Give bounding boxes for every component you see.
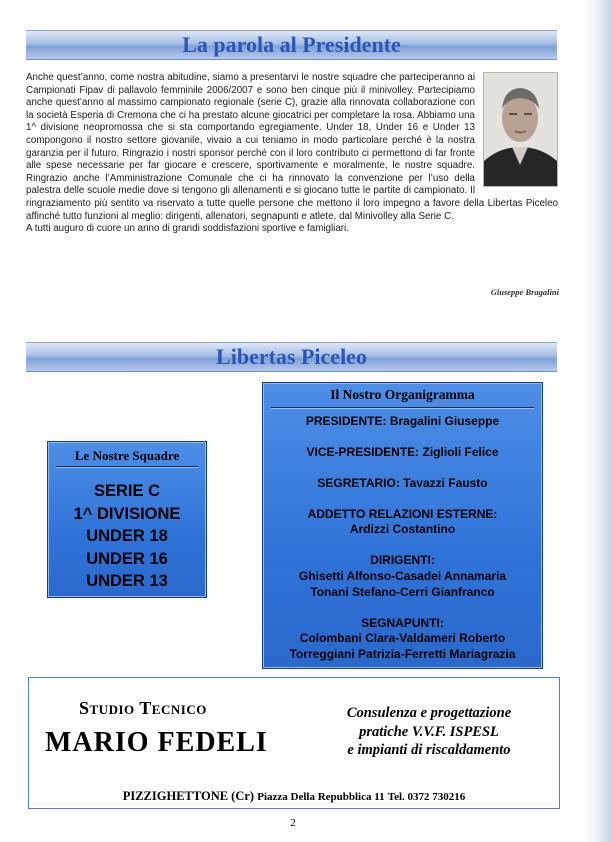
org-segnapunti-label: SEGNAPUNTI:: [361, 616, 444, 630]
ad-description-line: e impianti di riscaldamento: [347, 742, 511, 758]
ad-studio-label: Studio Tecnico: [79, 698, 207, 718]
squad-item: UNDER 18: [86, 527, 168, 545]
president-letter: [26, 72, 558, 236]
org-addetto-label: ADDETTO RELAZIONI ESTERNE:: [307, 507, 498, 521]
squad-item: UNDER 13: [86, 572, 168, 590]
signature: Giuseppe Bragalini: [490, 287, 559, 297]
org-title: Il Nostro Organigramma: [330, 387, 475, 402]
ad-street: Piazza Della Repubblica 11: [257, 791, 385, 803]
ad-address: [29, 789, 559, 804]
ad-description-line: pratiche V.V.F. ISPESL: [359, 723, 499, 740]
org-addetto-name: Ardizzi Costantino: [349, 522, 456, 536]
squad-item: SERIE C: [93, 482, 161, 500]
president-photo: [483, 72, 558, 187]
squads-divider: [56, 466, 198, 468]
section-banner-president: [26, 30, 557, 60]
org-dirigenti-line: Tonani Stefano-Cerri Gianfranco: [310, 585, 495, 599]
sponsor-advertisement: [28, 677, 560, 809]
ad-town: PIZZIGHETTONE (Cr): [122, 789, 255, 803]
squads-list: [48, 480, 206, 593]
org-dirigenti-label: DIRIGENTI:: [370, 553, 435, 567]
squads-box: [47, 441, 207, 598]
org-segnapunti-line: Torreggiani Patrizia-Ferretti Mariagrazia: [289, 647, 516, 661]
squad-item: UNDER 16: [86, 549, 168, 568]
squad-item: 1^ DIVISIONE: [73, 504, 181, 523]
section-title-president: La parola al Presidente: [182, 32, 401, 57]
org-segretario: SEGRETARIO: Tavazzi Fausto: [317, 476, 488, 490]
section-banner-libertas: [26, 342, 557, 372]
page-number: 2: [290, 817, 296, 829]
org-presidente: PRESIDENTE: Bragalini Giuseppe: [305, 414, 500, 428]
ad-business-name: MARIO FEDELI: [45, 727, 268, 758]
organization-chart-box: [262, 382, 543, 669]
page-spine-shadow: [586, 0, 612, 842]
letter-paragraph: Anche quest’anno, come nostra abitudine, siamo a presentarvi le nostre squadre che parteciperanno ai Campionati Fipav di pallavolo femminile 2006/2007 e sono ben cinque più il minivolley. Partecipiamo anche quest’anno al massimo campionato regionale (serie C), grazie alla rinnovata collaborazione con la società Esperia di Cremona che ci ha prestato alcune giocatrici per completare la rosa. Abbiamo una 1^ divisione neopromossa che si sta comportando egregiamente. Under 18, Under 16 e Under 13 compongono il nostro settore giovanile, vivaio a cui teniamo in modo particolare perché è la nostra garanzia per il futuro. Ringrazio i nostri sponsor perché con il loro contributo ci permettono di far fronte alle spese necessarie per far giocare e crescere, sportivamente e moralmente, le nostre squadre. Ringrazio anche l’Amministrazione Comunale che ci ha rinnovato la convenzione per l’uso della palestra delle scuole medie dove si tengono gli allenamenti e si giocano tutte le partite di campionato. Il ringraziamento più sentito va riservato a tutte quelle persone che mettono il loro impegno a favore della Libertas Piceleo affinché tutto funzioni al meglio: dirigenti, allenatori, segnapunti e atlete, dal Minivolley alla Serie C.: [26, 72, 558, 222]
section-title-libertas: Libertas Piceleo: [216, 344, 367, 369]
squads-title: Le Nostre Squadre: [74, 448, 180, 463]
org-segnapunti-line: Colombani Clara-Valdameri Roberto: [299, 631, 506, 645]
org-dirigenti-line: Ghisetti Alfonso-Casadei Annamaria: [298, 569, 507, 583]
ad-description: [314, 704, 544, 760]
letter-closing: A tutti auguro di cuore un anno di grandi soddisfazioni sportive e famigliari.: [26, 223, 349, 235]
org-vice-presidente: VICE-PRESIDENTE: Ziglioli Felice: [306, 445, 499, 459]
ad-description-line: Consulenza e progettazione: [346, 705, 512, 721]
ad-phone: Tel. 0372 730216: [387, 791, 466, 803]
org-divider: [271, 407, 534, 409]
